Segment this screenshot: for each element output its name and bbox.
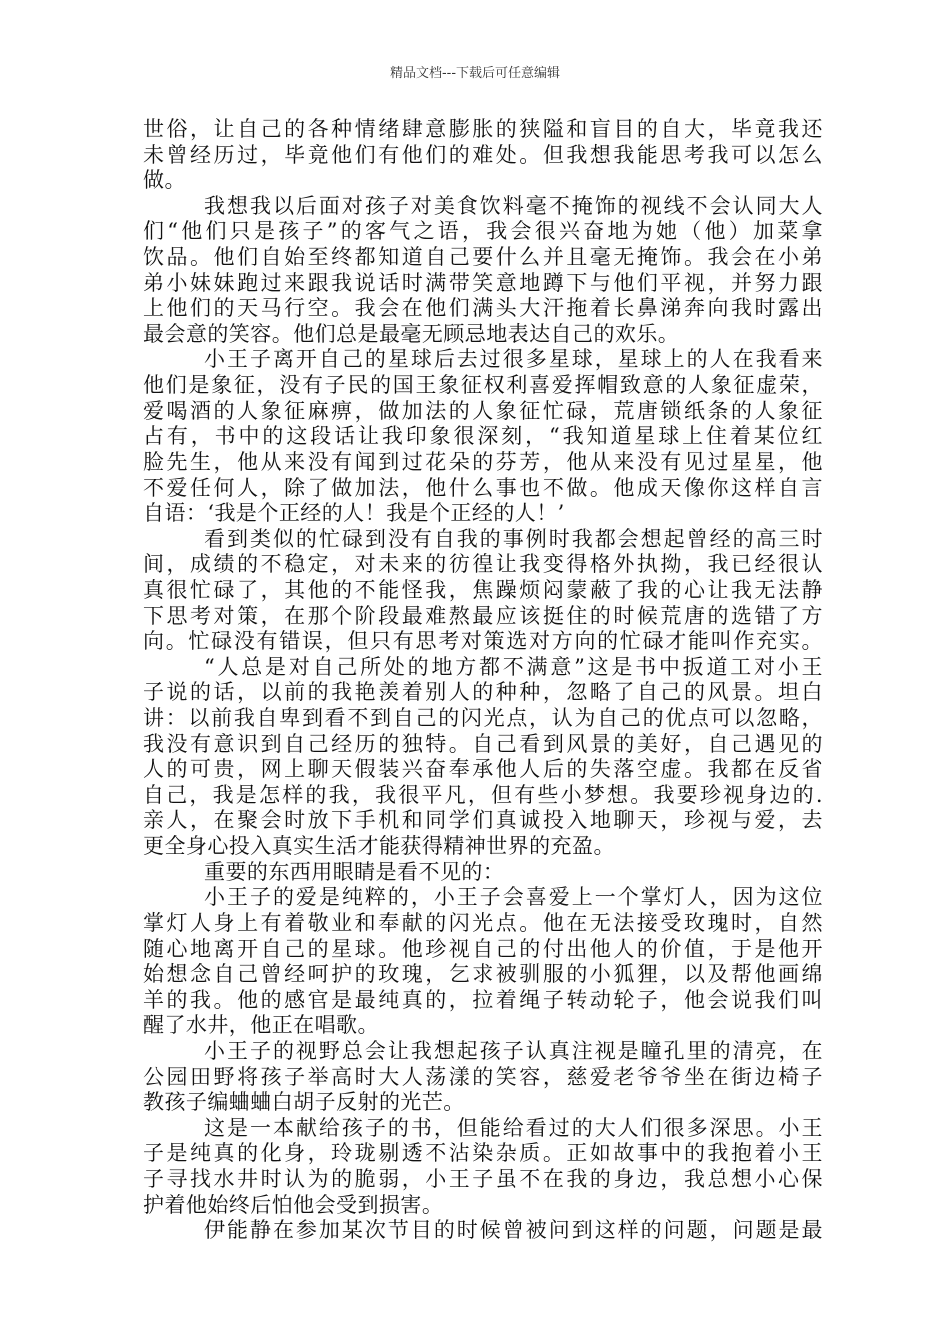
text-line: 我没有意识到自己经历的独特。自己看到风景的美好，自己遇见的	[143, 731, 823, 756]
text-line: 间，成绩的不稳定，对未来的彷徨让我变得格外执拗，我已经很认	[143, 552, 823, 577]
text-line: 上他们的天马行空。我会在他们满头大汗拖着长鼻涕奔向我时露出	[143, 296, 823, 321]
text-line: 饮品。他们自始至终都知道自己要什么并且毫无掩饰。我会在小弟	[143, 245, 823, 270]
text-line: 羊的我。他的感官是最纯真的，拉着绳子转动轮子，他会说我们叫	[143, 987, 823, 1012]
text-line: 占有，书中的这段话让我印象很深刻，“我知道星球上住着某位红	[143, 424, 823, 449]
text-line: 不爱任何人，除了做加法，他什么事也不做。他成天像你这样自言	[143, 475, 823, 500]
text-line: 自己，我是怎样的我，我很平凡，但有些小梦想。我要珍视身边的.	[143, 782, 823, 807]
text-line: 护着他始终后怕他会受到损害。	[143, 1192, 444, 1217]
paragraph-start-line: 小王子的爱是纯粹的，小王子会喜爱上一个掌灯人，因为这位	[204, 885, 823, 910]
text-line: 随心地离开自己的星球。他珍视自己的付出他人的价值，于是他开	[143, 936, 823, 961]
text-line: 子说的话，以前的我艳羡着别人的种种，忽略了自己的风景。坦白	[143, 680, 823, 705]
text-line: 子寻找水井时认为的脆弱，小王子虽不在我的身边，我总想小心保	[143, 1166, 823, 1191]
text-line: 做。	[143, 168, 186, 193]
paragraph-start-line: 伊能静在参加某次节目的时候曾被问到这样的问题，问题是最	[204, 1218, 823, 1243]
text-line: 人的可贵，网上聊天假装兴奋奉承他人后的失落空虚。我都在反省	[143, 757, 823, 782]
paragraph-start-line: “人总是对自己所处的地方都不满意”这是书中扳道工对小王	[204, 654, 823, 679]
text-line: 爱喝酒的人象征麻痹，做加法的人象征忙碌，荒唐锁纸条的人象征	[143, 398, 823, 423]
document-body	[143, 117, 823, 1244]
paragraph-start-line: 小王子离开自己的星球后去过很多星球，星球上的人在我看来	[204, 347, 823, 372]
paragraph-start-line: 重要的东西用眼睛是看不见的：	[204, 859, 505, 884]
text-line: 脸先生，他从来没有闻到过花朵的芬芳，他从来没有见过星星，他	[143, 449, 823, 474]
text-line: 最会意的笑容。他们总是最毫无顾忌地表达自己的欢乐。	[143, 321, 680, 346]
text-line: 亲人，在聚会时放下手机和同学们真诚投入地聊天，珍视与爱，去	[143, 808, 823, 833]
text-line: 教孩子编蛐蛐白胡子反射的光芒。	[143, 1090, 465, 1115]
text-line: 始想念自己曾经呵护的玫瑰，乞求被驯服的小狐狸，以及帮他画绵	[143, 962, 823, 987]
text-line: 掌灯人身上有着敬业和奉献的闪光点。他在无法接受玫瑰时，自然	[143, 910, 823, 935]
page-header: 精品文档---下载后可任意编辑	[389, 66, 561, 81]
text-line: 公园田野将孩子举高时大人荡漾的笑容，慈爱老爷爷坐在街边椅子	[143, 1064, 823, 1089]
text-line: 真很忙碌了，其他的不能怪我，焦躁烦闷蒙蔽了我的心让我无法静	[143, 577, 823, 602]
paragraph-start-line: 看到类似的忙碌到没有自我的事例时我都会想起曾经的高三时	[204, 526, 823, 551]
text-line: 们“他们只是孩子”的客气之语，我会很兴奋地为她（他）加菜拿	[143, 219, 823, 244]
text-line: 醒了水井，他正在唱歌。	[143, 1013, 379, 1038]
paragraph-start-line: 这是一本献给孩子的书，但能给看过的大人们很多深思。小王	[204, 1115, 823, 1140]
text-line: 弟小妹妹跑过来跟我说话时满带笑意地蹲下与他们平视，并努力跟	[143, 270, 823, 295]
text-line: 子是纯真的化身，玲珑剔透不沾染杂质。正如故事中的我抱着小王	[143, 1141, 823, 1166]
text-line: 未曾经历过，毕竟他们有他们的难处。但我想我能思考我可以怎么	[143, 142, 823, 167]
text-line: 自语：‘我是个正经的人！我是个正经的人！’	[143, 501, 565, 526]
text-line: 他们是象征，没有子民的国王象征权利喜爱挥帽致意的人象征虚荣，	[143, 373, 823, 398]
text-line: 下思考对策，在那个阶段最难熬最应该挺住的时候荒唐的选错了方	[143, 603, 823, 628]
text-line: 世俗，让自己的各种情绪肆意膨胀的狭隘和盲目的自大，毕竟我还	[143, 117, 823, 141]
text-line: 更全身心投入真实生活才能获得精神世界的充盈。	[143, 834, 615, 859]
paragraph-start-line: 我想我以后面对孩子对美食饮料毫不掩饰的视线不会认同大人	[204, 193, 823, 218]
text-line: 向。忙碌没有错误，但只有思考对策选对方向的忙碌才能叫作充实。	[143, 629, 823, 654]
text-line: 讲：以前我自卑到看不到自己的闪光点，认为自己的优点可以忽略，	[143, 706, 823, 731]
paragraph-start-line: 小王子的视野总会让我想起孩子认真注视是瞳孔里的清亮，在	[204, 1038, 823, 1063]
